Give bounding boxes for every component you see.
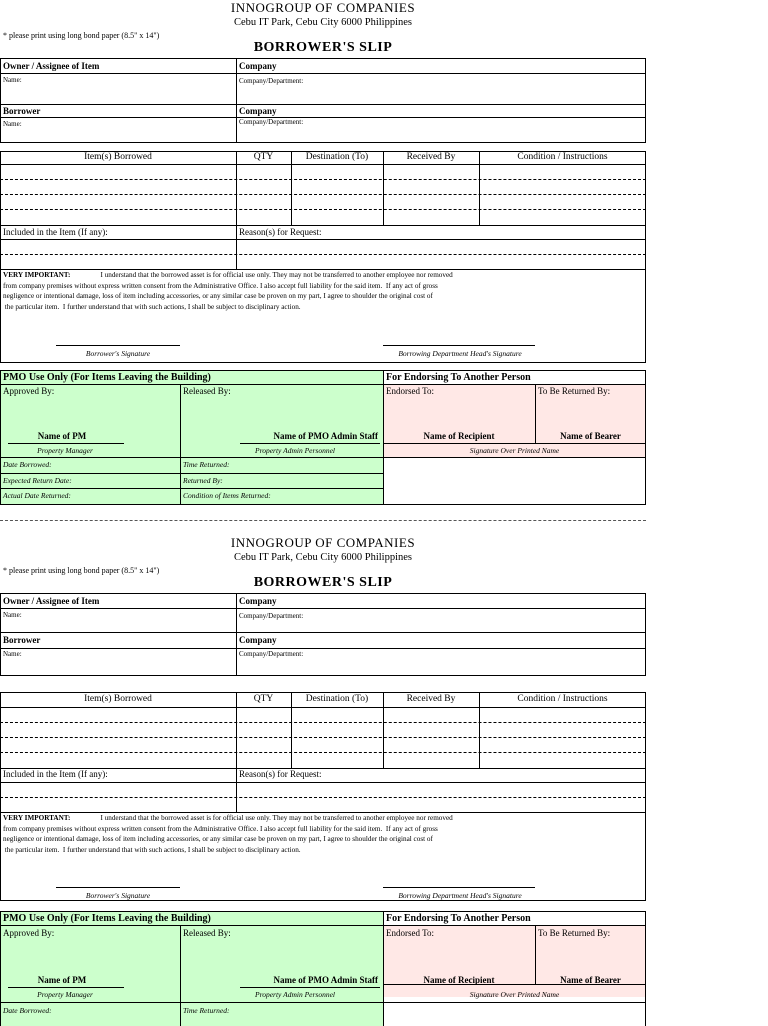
approved-by-label: Approved By: [3,928,55,938]
included-label: Included in the Item (If any): [3,227,108,237]
owner-dept-field[interactable]: Company/Department: [239,612,304,620]
important-paragraph: VERY IMPORTANT: I understand that the borrowed asset is for official use only. They may not be transferred to another employee nor removed from company premises without express written consent from the Administrative Office. I also accept full liability for the said item. If any act of gross negligence or intentional damage, loss of item including accessories, or any similar case be proven on my part, I agree to shoulder the original cost of the particular item. I further understand that with such actions, I shall be subject to disciplinary action. [3,814,453,854]
pmo-title: PMO Use Only (For Items Leaving the Building) [3,372,211,383]
approved-by-label: Approved By: [3,386,55,396]
name-of-pm: Name of PM [37,975,87,985]
borrower-company-label: Company [239,106,277,116]
dept-head-signature-line [383,887,535,888]
signature-printed-name: Signature Over Printed Name [469,990,560,999]
owner-label: Owner / Assignee of Item [3,61,100,71]
owner-name-field[interactable]: Name: [3,611,22,619]
return-by-label: To Be Returned By: [538,928,611,938]
returned-by-field[interactable]: Returned By: [183,476,223,485]
col-items: Item(s) Borrowed [84,694,152,704]
borrower-signature-label: Borrower's Signature [85,891,151,900]
cut-line [0,520,646,521]
staff-role: Property Admin Personnel [255,446,335,455]
company-name: INNOGROUP OF COMPANIES [230,0,416,15]
reason-label: Reason(s) for Request: [239,227,322,237]
dept-head-signature-line [383,345,535,346]
borrower-label: Borrower [3,106,41,116]
owner-company-label: Company [239,596,277,606]
name-of-bearer: Name of Bearer [560,431,621,441]
time-returned-field[interactable]: Time Returned: [183,460,230,469]
company-address: Cebu IT Park, Cebu City 6000 Philippines [233,552,412,563]
company-name: INNOGROUP OF COMPANIES [230,535,416,550]
pmo-title: PMO Use Only (For Items Leaving the Building) [3,913,211,924]
released-by-label: Released By: [183,386,231,396]
endorsed-to-label: Endorsed To: [386,386,434,396]
date-borrowed-field[interactable]: Date Borrowed: [3,1006,52,1015]
name-of-recipient: Name of Recipient [423,431,495,441]
borrower-name-field[interactable]: Name: [3,650,22,658]
endorse-title: For Endorsing To Another Person [386,372,531,383]
name-of-staff: Name of PMO Admin Staff [273,431,378,441]
condition-returned-field[interactable]: Condition of Items Returned: [183,491,271,500]
col-condition: Condition / Instructions [517,152,608,162]
col-received-by: Received By [406,152,456,162]
return-by-label: To Be Returned By: [538,386,611,396]
owner-company-label: Company [239,61,277,71]
signature-printed-name: Signature Over Printed Name [469,446,560,455]
dept-head-signature-label: Borrowing Department Head's Signature [398,891,522,900]
borrower-name-field[interactable]: Name: [3,120,22,128]
borrower-dept-field[interactable]: Company/Department: [239,650,304,658]
pm-role: Property Manager [37,446,93,455]
col-condition: Condition / Instructions [517,694,608,704]
endorse-title: For Endorsing To Another Person [386,913,531,924]
reason-label: Reason(s) for Request: [239,769,322,779]
staff-role: Property Admin Personnel [255,990,335,999]
print-note: * please print using long bond paper (8.5" x 14") [3,31,160,40]
pm-role: Property Manager [37,990,93,999]
borrower-company-label: Company [239,635,277,645]
col-items: Item(s) Borrowed [84,152,152,162]
date-borrowed-field[interactable]: Date Borrowed: [3,460,52,469]
expected-return-field[interactable]: Expected Return Date: [3,476,72,485]
slip-title: BORROWER'S SLIP [253,40,393,55]
borrower-signature-label: Borrower's Signature [85,349,151,358]
col-qty: QTY [253,152,274,162]
important-paragraph: VERY IMPORTANT: I understand that the borrowed asset is for official use only. They may not be transferred to another employee nor removed from company premises without express written consent from the Administrative Office. I also accept full liability for the said item. If any act of gross negligence or intentional damage, loss of item including accessories, or any similar case be proven on my part, I agree to shoulder the original cost of the particular item. I further understand that with such actions, I shall be subject to disciplinary action. [3,271,453,311]
dept-head-signature-label: Borrowing Department Head's Signature [398,349,522,358]
name-of-staff: Name of PMO Admin Staff [273,975,378,985]
time-returned-field[interactable]: Time Returned: [183,1006,230,1015]
items-box [0,151,646,363]
name-of-pm: Name of PM [37,431,87,441]
endorsed-to-label: Endorsed To: [386,928,434,938]
col-destination: Destination (To) [305,152,369,162]
print-note: * please print using long bond paper (8.5" x 14") [3,566,160,575]
col-qty: QTY [253,694,274,704]
released-by-label: Released By: [183,928,231,938]
borrower-label: Borrower [3,635,41,645]
company-address: Cebu IT Park, Cebu City 6000 Philippines [233,17,412,28]
owner-dept-field[interactable]: Company/Department: [239,77,304,85]
name-of-bearer: Name of Bearer [560,975,621,985]
col-received-by: Received By [406,694,456,704]
actual-return-field[interactable]: Actual Date Returned: [3,491,71,500]
borrower-signature-line [56,345,180,346]
included-label: Included in the Item (If any): [3,769,108,779]
borrower-signature-line [56,887,180,888]
slip-title: BORROWER'S SLIP [253,575,393,590]
col-destination: Destination (To) [305,694,369,704]
borrower-dept-field[interactable]: Company/Department: [239,118,304,126]
owner-name-field[interactable]: Name: [3,76,22,84]
owner-label: Owner / Assignee of Item [3,596,100,606]
name-of-recipient: Name of Recipient [423,975,495,985]
